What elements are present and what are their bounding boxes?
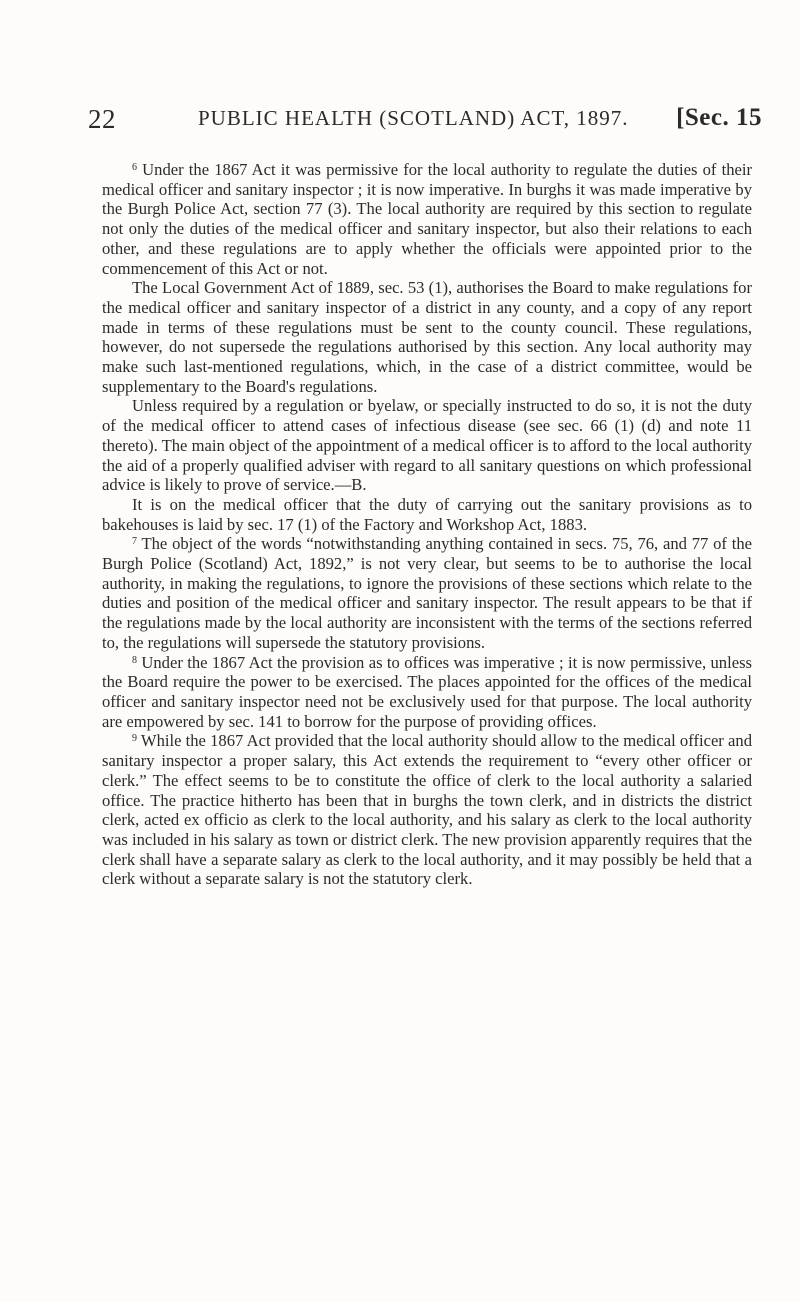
note-text: The Local Government Act of 1889, sec. 53 (1), authorises the Board to make regulations for the medical officer and sanitary inspector of a district in any county, and a copy of any report made in terms of these regulations must be sent to the county council. These regulations, however, do not supersede the regulations authorised by this section. Any local authority may make such last-mentioned regulations, which, in the case of a district committee, would be supplementary to the Board's regulations. [102,278,752,396]
note-marker: 9 [132,733,137,745]
note-marker: 8 [132,654,137,666]
note-paragraph [102,534,752,652]
footnotes-body [102,160,752,889]
note-paragraph [102,731,752,889]
note-marker: 7 [132,536,137,548]
page-number: 22 [88,104,116,134]
note-text: Under the 1867 Act the provision as to offices was imperative ; it is now permissive, unless the Board require the power to be exercised. The places appointed for the offices of the medical officer and sanitary inspector need not be exclusively used for that purpose. The local authority are empowered by sec. 141 to borrow for the purpose of providing offices. [102,652,752,731]
running-header [88,104,762,138]
note-paragraph [102,278,752,396]
section-reference: [Sec. 15 [676,104,762,131]
note-text: Under the 1867 Act it was permissive for the local authority to regulate the duties of their medical officer and sanitary inspector ; it is now imperative. In burghs it was made imperative by the Burgh Police Act, section 77 (3). The local authority are required by this section to regulate not only the duties of the medical officer and sanitary inspector, but also their relations to each other, and these regulations are to apply whether the officials were appointed prior to the commencement of this Act or not. [102,160,752,278]
running-title: PUBLIC HEALTH (SCOTLAND) ACT, 1897. [198,106,629,130]
note-paragraph [102,653,752,732]
note-text: It is on the medical officer that the duty of carrying out the sanitary provisions as to bakehouses is laid by sec. 17 (1) of the Factory and Workshop Act, 1883. [102,494,752,534]
note-text: While the 1867 Act provided that the local authority should allow to the medical officer and sanitary inspector a proper salary, this Act extends the requirement to “every other officer or clerk.” The effect seems to be to constitute the office of clerk to the local authority a salaried office. The practice hitherto has been that in burghs the town clerk, and in districts the district clerk, acted ex officio as clerk to the local authority, and his salary as clerk to the local authority was included in his salary as town or district clerk. The new provision apparently requires that the clerk shall have a separate salary as clerk to the local authority, and it may possibly be held that a clerk without a separate salary is not the statutory clerk. [102,731,752,889]
note-text: Unless required by a regulation or byelaw, or specially instructed to do so, it is not the duty of the medical officer to attend cases of infectious disease (see sec. 66 (1) (d) and note 11 thereto). The main object of the appointment of a medical officer is to afford to the local authority the aid of a properly qualified adviser with regard to all sanitary questions on which professional advice is likely to prove of service.—B. [102,396,752,495]
note-paragraph [102,160,752,278]
note-marker: 6 [132,162,137,173]
note-paragraph [102,495,752,534]
note-text: The object of the words “notwithstanding anything contained in secs. 75, 76, and 77 of the Burgh Police (Scotland) Act, 1892,” is not very clear, but seems to be to authorise the local authority, in making the regulations, to ignore the provisions of these sections which relate to the duties and position of the medical officer and sanitary inspector. The result appears to be that if the regulations made by the local authority are inconsistent with the terms of the sections referred to, the regulations will supersede the statutory provisions. [102,534,752,652]
note-paragraph [102,396,752,495]
